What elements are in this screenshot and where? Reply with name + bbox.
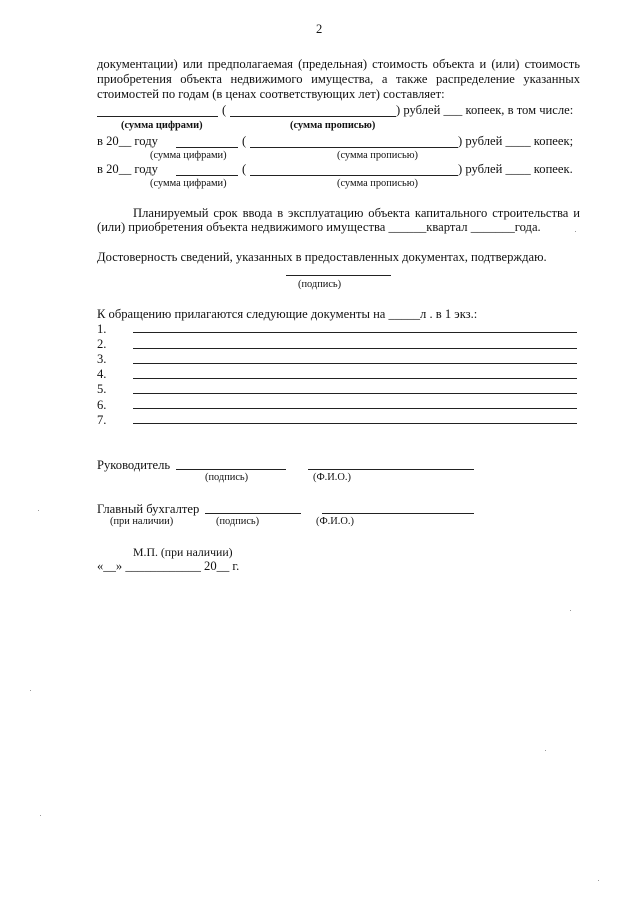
- item-number: 3.: [97, 352, 107, 366]
- accountant-signature-line[interactable]: [205, 513, 301, 514]
- stamp-label: М.П. (при наличии): [133, 545, 233, 559]
- year-prefix: в 20__ году: [97, 162, 158, 176]
- caption-name: (Ф.И.О.): [313, 472, 351, 483]
- year-prefix: в 20__ году: [97, 134, 158, 148]
- open-paren: (: [222, 103, 227, 117]
- signature-line[interactable]: [286, 275, 391, 276]
- caption-sum-digits: (сумма цифрами): [121, 120, 203, 131]
- scan-speck: [38, 510, 39, 511]
- item-line[interactable]: [133, 408, 577, 409]
- year-row-tail: ) рублей ____ копеек.: [458, 162, 573, 176]
- page-number: 2: [316, 22, 323, 36]
- sum-words-line[interactable]: [230, 116, 396, 117]
- signature-caption: (подпись): [298, 279, 342, 290]
- item-number: 1.: [97, 322, 107, 336]
- paragraph-line: (или) приобретения объекта недвижимого имущества ______квартал _______года.: [97, 220, 541, 234]
- sum-digits-line[interactable]: [97, 116, 218, 117]
- paragraph-line: приобретения объекта недвижимого имущества, а также распределение указанных: [97, 72, 580, 86]
- total-row-tail: ) рублей ___ копеек, в том числе:: [396, 103, 574, 117]
- open-paren: (: [242, 162, 247, 176]
- year-row-tail: ) рублей ____ копеек;: [458, 134, 574, 148]
- open-paren: (: [242, 134, 247, 148]
- scan-speck: [575, 231, 576, 232]
- accountant-name-line[interactable]: [322, 513, 474, 514]
- item-line[interactable]: [133, 332, 577, 333]
- caption-signature: (подпись): [216, 516, 260, 527]
- item-number: 4.: [97, 367, 107, 381]
- caption-sum-digits: (сумма цифрами): [150, 178, 227, 189]
- item-number: 6.: [97, 398, 107, 412]
- paragraph-line: Планируемый срок ввода в эксплуатацию объекта капитального строительства и: [133, 206, 580, 220]
- scan-speck: [570, 610, 571, 611]
- caption-sum-words: (сумма прописью): [290, 120, 376, 131]
- head-label: Руководитель: [97, 458, 171, 472]
- caption-sum-digits: (сумма цифрами): [150, 150, 227, 161]
- sum-words-line[interactable]: [250, 147, 458, 148]
- scan-speck: [40, 815, 41, 816]
- date-line: «__» ____________ 20__ г.: [97, 559, 240, 573]
- head-signature-line[interactable]: [176, 469, 286, 470]
- caption-name: (Ф.И.О.): [316, 516, 354, 527]
- scan-speck: [598, 880, 599, 881]
- scan-speck: [545, 750, 546, 751]
- item-number: 2.: [97, 337, 107, 351]
- scan-speck: [30, 690, 31, 691]
- sum-words-line[interactable]: [250, 175, 458, 176]
- sum-digits-line[interactable]: [176, 147, 238, 148]
- caption-presence: (при наличии): [110, 516, 174, 527]
- accountant-label: Главный бухгалтер: [97, 502, 200, 516]
- item-number: 7.: [97, 413, 107, 427]
- caption-sum-words: (сумма прописью): [337, 178, 418, 189]
- item-line[interactable]: [133, 393, 577, 394]
- caption-sum-words: (сумма прописью): [337, 150, 418, 161]
- paragraph-line: документации) или предполагаемая (предельная) стоимость объекта и (или) стоимость: [97, 57, 580, 71]
- item-line[interactable]: [133, 363, 577, 364]
- attachments-intro: К обращению прилагаются следующие документы на _____л . в 1 экз.:: [97, 307, 478, 321]
- certification-statement: Достоверность сведений, указанных в предоставленных документах, подтверждаю.: [97, 250, 547, 264]
- item-line[interactable]: [133, 423, 577, 424]
- caption-signature: (подпись): [205, 472, 249, 483]
- paragraph-line: стоимостей по годам (в ценах соответствующих лет) составляет:: [97, 87, 445, 101]
- head-name-line[interactable]: [308, 469, 474, 470]
- item-line[interactable]: [133, 378, 577, 379]
- item-number: 5.: [97, 382, 107, 396]
- sum-digits-line[interactable]: [176, 175, 238, 176]
- item-line[interactable]: [133, 348, 577, 349]
